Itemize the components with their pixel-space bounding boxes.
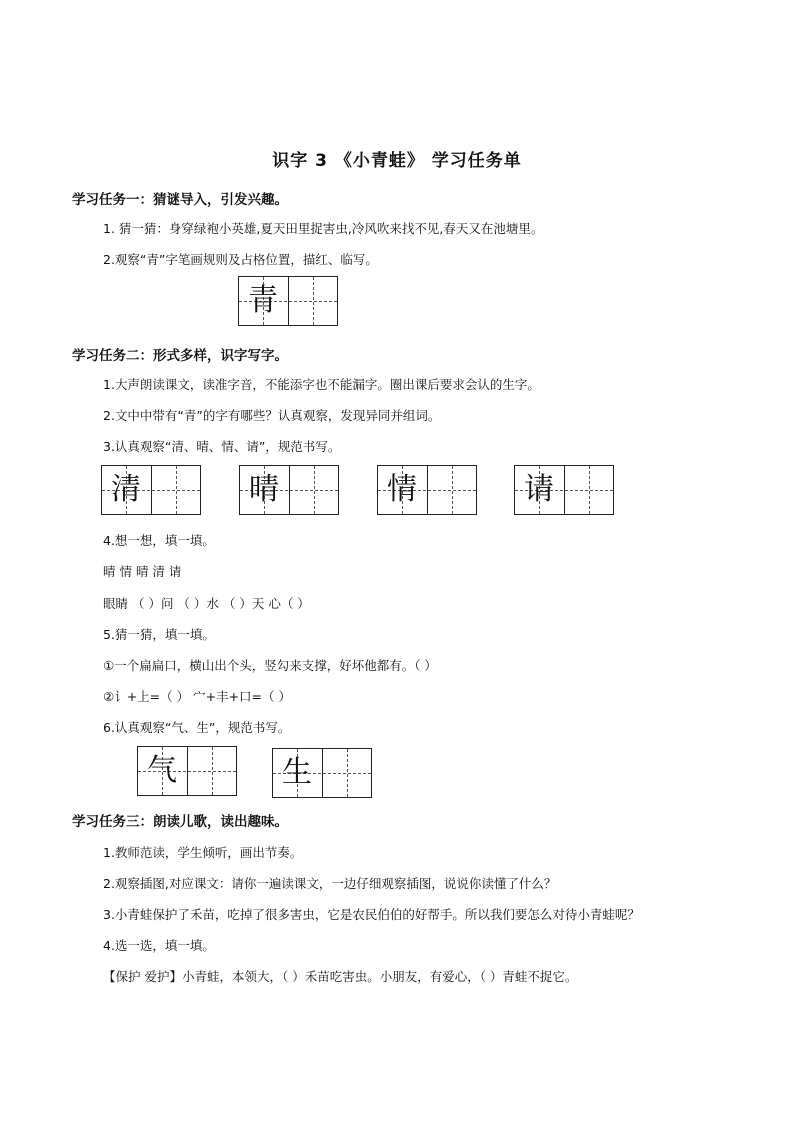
task2-q4-options: 晴 情 晴 清 请 [103, 564, 182, 579]
task2-q5-riddle[interactable]: ①一个扁扁口，横山出个头，竖勾来支撑，好坏他都有。（ ） [103, 658, 437, 673]
writing-grid-qi [137, 746, 237, 796]
practice-cell[interactable] [322, 749, 370, 797]
grid-character: 请 [524, 472, 554, 507]
grid-character: 情 [387, 472, 417, 507]
grid-guide-line [290, 490, 338, 491]
task2-q4-title: 4.想一想，填一填。 [103, 533, 215, 548]
grid-guide-line [428, 490, 476, 491]
grid-guide-line [565, 490, 613, 491]
task3-line-1: 1.教师范读，学生倾听，画出节奏。 [103, 845, 303, 860]
task2-q5-compose[interactable]: ②讠+上=（ ） 宀+丰+口=（ ） [103, 689, 291, 704]
practice-cell[interactable] [151, 466, 199, 514]
grid-character: 晴 [249, 472, 279, 507]
practice-cell[interactable] [187, 747, 235, 795]
task3-line-2: 2.观察插图,对应课文：请你一遍读课文，一边仔细观察插图，说说你读懂了什么？ [103, 876, 557, 891]
task1-heading: 学习任务一：猜谜导入，引发兴趣。 [72, 192, 288, 208]
task2-q6-title: 6.认真观察“气、生”，规范书写。 [103, 720, 291, 735]
grid-guide-line [289, 301, 337, 302]
task1-riddle: 1. 猜一猜：身穿绿袍小英雄,夏天田里捉害虫,冷风吹来找不见,春天又在池塘里。 [103, 221, 544, 236]
practice-cell[interactable] [427, 466, 475, 514]
grid-character: 生 [282, 755, 312, 790]
practice-cell[interactable] [564, 466, 612, 514]
task2-q5-title: 5.猜一猜，填一填。 [103, 627, 215, 642]
grid-guide-line [152, 490, 200, 491]
task2-q4-blanks[interactable]: 眼睛 （ ）问 （ ）水 （ ）天 心（ ） [103, 596, 310, 611]
trace-cell [239, 277, 287, 325]
task2-line-1: 1.大声朗读课文，读准字音，不能添字也不能漏字。圈出课后要求会认的生字。 [103, 377, 540, 392]
writing-grid-qing-speech [514, 465, 614, 515]
task1-observe: 2.观察“青”字笔画规则及占格位置，描红、临写。 [103, 252, 378, 267]
writing-grid-qing-water [101, 465, 201, 515]
task3-heading: 学习任务三：朗读儿歌，读出趣味。 [72, 814, 288, 830]
task2-heading: 学习任务二：形式多样，识字写字。 [72, 348, 288, 364]
task2-line-2: 2.文中中带有“青”的字有哪些？认真观察，发现异同并组词。 [103, 408, 441, 423]
practice-cell[interactable] [289, 466, 337, 514]
grid-guide-line [323, 773, 371, 774]
writing-grid-qing-sun [239, 465, 339, 515]
task3-line-3: 3.小青蛙保护了禾苗，吃掉了很多害虫，它是农民伯伯的好帮手。所以我们要怎么对待小青蛙呢？ [103, 907, 640, 922]
task2-line-3: 3.认真观察“清、晴、情、请”，规范书写。 [103, 439, 341, 454]
writing-grid-qing [238, 276, 338, 326]
practice-cell[interactable] [288, 277, 336, 325]
grid-character: 气 [147, 753, 177, 788]
grid-character: 青 [248, 283, 278, 318]
grid-character: 清 [111, 472, 141, 507]
page-title: 识字 3 《小青蛙》 学习任务单 [272, 151, 522, 171]
writing-grid-qing-heart [377, 465, 477, 515]
task3-fill-blank[interactable]: 【保护 爱护】小青蛙，本领大，（ ）禾苗吃害虫。小朋友，有爱心，（ ）青蛙不捉它。 [103, 969, 578, 984]
task3-line-4: 4.选一选，填一填。 [103, 938, 215, 953]
writing-grid-sheng [272, 748, 372, 798]
grid-guide-line [188, 771, 236, 772]
